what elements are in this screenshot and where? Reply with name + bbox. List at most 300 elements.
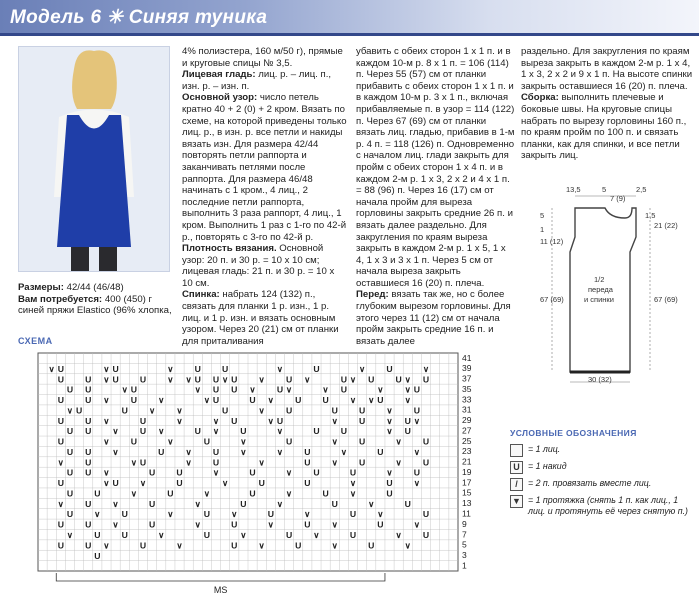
chart-yarnover-mark: U xyxy=(340,384,348,395)
chart-decrease-mark: ∨ xyxy=(349,395,357,406)
page-header xyxy=(0,0,699,36)
chart-repeat-label: MS xyxy=(213,585,228,595)
chart-decrease-mark: ∨ xyxy=(176,540,183,551)
chart-yarnover-mark: U xyxy=(194,426,201,437)
chart-yarnover-mark: U xyxy=(285,529,293,540)
chart-decrease-mark: ∨ xyxy=(240,436,247,447)
chart-row-label: 11 xyxy=(462,508,471,519)
chart-decrease-mark: ∨ xyxy=(313,529,320,540)
chart-yarnover-mark: U xyxy=(66,488,74,499)
chart-decrease-mark: ∨ xyxy=(48,363,55,374)
chart-yarnover-mark: U xyxy=(358,405,366,416)
col1-heading: Основной узор: xyxy=(182,92,260,104)
pattern-top-mid: 5 xyxy=(602,185,607,194)
chart-yarnover-mark: U xyxy=(258,478,265,489)
legend-text: = 2 п. провязать вместе лиц. xyxy=(528,478,652,488)
chart-yarnover-mark: U xyxy=(231,374,238,385)
chart-decrease-mark: ∨ xyxy=(331,415,338,426)
chart-decrease-mark: ∨ xyxy=(331,436,338,447)
chart-yarnover-mark: U xyxy=(66,426,74,437)
chart-yarnover-mark: U xyxy=(176,467,183,478)
chart-yarnover-mark: U xyxy=(222,363,229,374)
col1-heading: Спинка: xyxy=(182,289,223,301)
chart-decrease-mark: ∨ xyxy=(222,478,229,489)
legend-symbol-icon xyxy=(510,444,523,457)
chart-decrease-mark: ∨ xyxy=(176,405,183,416)
chart-decrease-mark: ∨ xyxy=(413,415,421,426)
chart-yarnover-mark: U xyxy=(349,529,357,540)
chart-decrease-mark: ∨ xyxy=(103,478,110,489)
tunic-illustration xyxy=(19,47,169,271)
chart-yarnover-mark: U xyxy=(85,395,92,406)
chart-decrease-mark: ∨ xyxy=(94,509,101,520)
col2-text: убавить с обеих сторон 1 х 1 п. и в каждом 10-м р. 8 х 1 п. = 106 (114) п. Через 55 (57) см от планки прибавить с обеих сторон 1 х 1 п. и в каждом 10-м р. 3 х 1 п., включая прибавляемые п. в узор = 114 (122) п. Через 67 (69) см от планки вязать лиц. гладью, прибавив в 1-м р. 4 п. = 118 (126) п. Одновременно с началом лиц. глади закрыть для пройм с обеих сторон 1 х 4 п. и в каждом 2-м р. 1 х 3, 2 х 2 и 4 х 1 п. = 88 (96) п. Через 16 (17) см от начала пройм для выреза горловины закрыть средние 26 п. и вязать далее раздельно. Для закругления по краям выреза закрыть в каждом 2-м р. 1 х 5, 1 х 4, 1 х 3 и 3 х 1 п. Через 5 см от начала выреза закрыть оставшиеся 16 (20) п. плеча. xyxy=(356,46,515,289)
chart-yarnover-mark: U xyxy=(413,384,421,395)
col1-text: лиц. р. – лиц. п., изн. р. – изн. п. xyxy=(182,69,332,92)
chart-yarnover-mark: U xyxy=(422,457,430,468)
chart-yarnover-mark: U xyxy=(94,529,101,540)
col1-paragraph xyxy=(182,69,347,92)
chart-yarnover-mark: U xyxy=(85,426,92,437)
legend-text: = 1 накид xyxy=(528,461,567,471)
chart-yarnover-mark: U xyxy=(304,519,311,530)
col3-paragraph xyxy=(521,46,696,92)
chart-decrease-mark: ∨ xyxy=(404,540,411,551)
chart-yarnover-mark: U xyxy=(231,384,238,395)
chart-decrease-mark: ∨ xyxy=(249,384,256,395)
chart-decrease-mark: ∨ xyxy=(158,426,165,437)
chart-yarnover-mark: U xyxy=(404,426,411,437)
chart-yarnover-mark: U xyxy=(85,498,92,509)
chart-decrease-mark: ∨ xyxy=(203,488,211,499)
chart-decrease-mark: ∨ xyxy=(103,395,110,406)
chart-yarnover-mark: U xyxy=(94,488,101,499)
chart-decrease-mark: ∨ xyxy=(240,529,247,540)
chart-decrease-mark: ∨ xyxy=(331,519,338,530)
chart-decrease-mark: ∨ xyxy=(240,446,247,457)
chart-decrease-mark: ∨ xyxy=(386,426,393,437)
chart-yarnover-mark: U xyxy=(304,478,311,489)
chart-decrease-mark: ∨ xyxy=(377,384,384,395)
chart-yarnover-mark: U xyxy=(295,540,302,551)
chart-decrease-mark: ∨ xyxy=(413,446,421,457)
chart-decrease-mark: ∨ xyxy=(285,384,293,395)
chart-yarnover-mark: U xyxy=(139,426,147,437)
chart-yarnover-mark: U xyxy=(57,395,64,406)
chart-yarnover-mark: U xyxy=(285,374,293,385)
chart-yarnover-mark: U xyxy=(404,498,411,509)
model-photo xyxy=(18,46,170,272)
col1-text: 4% полиэстера, 160 м/50 г), прямые и круговые спицы № 3,5. xyxy=(182,46,343,69)
chart-decrease-mark: ∨ xyxy=(185,446,192,457)
chart-yarnover-mark: U xyxy=(158,446,165,457)
chart-yarnover-mark: U xyxy=(203,509,211,520)
chart-row-label: 7 xyxy=(462,529,467,540)
chart-row-label: 33 xyxy=(462,394,472,405)
chart-yarnover-mark: U xyxy=(304,446,311,457)
col1-text: число петель кратно 40 + 2 (0) + 2 кром. Вязать по схеме, на которой приведены только лиц. р., в изн. р. все петли и накиды вязать изн. Для размера 42/44 повторять петли раппорта и заканчивать петлями после раппорта. Для размера 46/48 начинать с 1 кром., 4 лиц., 2 последние петли раппорта, выполнить 3 раза раппорт, 4 лиц., 1 кром. Выполнить 1 раз с 1-го по 42-й р., повторять с 3-го по 42-й р. xyxy=(182,92,347,243)
pattern-left-upper: 5 xyxy=(540,211,545,220)
chart-decrease-mark: ∨ xyxy=(422,363,430,374)
legend-item xyxy=(510,495,695,516)
chart-yarnover-mark: U xyxy=(240,498,247,509)
chart-decrease-mark: ∨ xyxy=(276,498,284,509)
chart-decrease-mark: ∨ xyxy=(130,488,138,499)
col1-paragraph xyxy=(182,243,347,289)
chart-decrease-mark: ∨ xyxy=(167,374,174,385)
chart-decrease-mark: ∨ xyxy=(222,374,229,385)
chart-yarnover-mark: U xyxy=(212,446,220,457)
pattern-right-upper: 21 (22) xyxy=(654,221,678,230)
chart-yarnover-mark: U xyxy=(194,363,201,374)
col1-paragraph xyxy=(182,289,347,347)
chart-yarnover-mark: U xyxy=(212,395,220,406)
chart-decrease-mark: ∨ xyxy=(267,395,274,406)
chart-row-label: 17 xyxy=(462,477,472,488)
chart-yarnover-mark: U xyxy=(212,374,220,385)
col1-paragraph xyxy=(182,92,347,243)
chart-yarnover-mark: U xyxy=(322,488,329,499)
chart-yarnover-mark: U xyxy=(75,405,83,416)
chart-yarnover-mark: U xyxy=(130,436,138,447)
chart-yarnover-mark: U xyxy=(249,467,256,478)
chart-row-label: 37 xyxy=(462,373,472,384)
pattern-left-body: 67 (69) xyxy=(540,295,564,304)
chart-yarnover-mark: U xyxy=(194,374,201,385)
materials-value: 400 (450) г синей пряжи Elastico (96% хлопка, xyxy=(18,293,172,317)
chart-decrease-mark: ∨ xyxy=(395,436,402,447)
chart-yarnover-mark: U xyxy=(422,529,430,540)
chart-decrease-mark: ∨ xyxy=(158,529,165,540)
chart-decrease-mark: ∨ xyxy=(185,457,192,468)
chart-decrease-mark: ∨ xyxy=(212,426,220,437)
chart-decrease-mark: ∨ xyxy=(203,395,211,406)
chart-yarnover-mark: U xyxy=(57,436,64,447)
chart-decrease-mark: ∨ xyxy=(112,498,119,509)
chart-decrease-mark: ∨ xyxy=(66,529,74,540)
chart-yarnover-mark: U xyxy=(57,478,64,489)
chart-yarnover-mark: U xyxy=(386,363,393,374)
col3-text: выполнить плечевые и боковые швы. На круговые спицы набрать по вырезу горловины 160 п., по краям пройм по 100 п. и связать планки, как для спинки, и все петли закрыть лиц. xyxy=(521,92,687,162)
col2-heading: Перед: xyxy=(356,289,392,301)
col2-paragraph xyxy=(356,289,516,347)
legend-symbol-icon: U xyxy=(510,461,523,474)
chart-yarnover-mark: U xyxy=(139,374,147,385)
chart-yarnover-mark: U xyxy=(203,436,211,447)
chart-decrease-mark: ∨ xyxy=(276,426,284,437)
pattern-center-3: и спинки xyxy=(584,295,614,304)
chart-decrease-mark: ∨ xyxy=(112,519,119,530)
chart-row-label: 35 xyxy=(462,383,472,394)
chart-decrease-mark: ∨ xyxy=(285,488,293,499)
sizes-value: 42/44 (46/48) xyxy=(66,282,124,293)
chart-yarnover-mark: U xyxy=(349,509,357,520)
chart-yarnover-mark: U xyxy=(313,426,320,437)
chart-yarnover-mark: U xyxy=(112,374,119,385)
chart-yarnover-mark: U xyxy=(112,363,119,374)
chart-yarnover-mark: U xyxy=(148,498,156,509)
chart-decrease-mark: ∨ xyxy=(395,529,402,540)
chart-yarnover-mark: U xyxy=(386,488,393,499)
chart-yarnover-mark: U xyxy=(331,498,338,509)
chart-decrease-mark: ∨ xyxy=(267,415,274,426)
col1-heading: Плотность вязания. xyxy=(182,243,280,255)
pattern-top-left: 13,5 xyxy=(566,185,581,194)
chart-yarnover-mark: U xyxy=(413,405,421,416)
chart-yarnover-mark: U xyxy=(112,478,119,489)
chart-decrease-mark: ∨ xyxy=(258,374,265,385)
chart-decrease-mark: ∨ xyxy=(194,384,201,395)
chart-decrease-mark: ∨ xyxy=(194,519,201,530)
chart-decrease-mark: ∨ xyxy=(349,374,357,385)
pattern-small-a: 1 xyxy=(540,225,545,234)
chart-decrease-mark: ∨ xyxy=(130,457,138,468)
chart-decrease-mark: ∨ xyxy=(103,415,110,426)
chart-yarnover-mark: U xyxy=(66,384,74,395)
chart-row-label: 21 xyxy=(462,456,472,467)
chart-decrease-mark: ∨ xyxy=(258,405,265,416)
chart-decrease-mark: ∨ xyxy=(377,509,384,520)
chart-row-label: 29 xyxy=(462,415,472,426)
chart-yarnover-mark: U xyxy=(368,374,375,385)
chart-decrease-mark: ∨ xyxy=(57,498,64,509)
chart-decrease-mark: ∨ xyxy=(358,363,366,374)
chart-yarnover-mark: U xyxy=(176,478,183,489)
pattern-bottom: 30 (32) xyxy=(588,375,612,384)
chart-decrease-mark: ∨ xyxy=(368,395,375,406)
chart-yarnover-mark: U xyxy=(249,395,256,406)
chart-decrease-mark: ∨ xyxy=(212,467,220,478)
chart-row-label: 1 xyxy=(462,560,467,571)
chart-yarnover-mark: U xyxy=(422,509,430,520)
chart-yarnover-mark: U xyxy=(121,405,128,416)
col3-heading: Сборка: xyxy=(521,92,562,104)
chart-yarnover-mark: U xyxy=(331,405,338,416)
text-column-2 xyxy=(356,46,516,347)
legend xyxy=(510,428,695,520)
pattern-left-mid: 11 (12) xyxy=(540,237,564,246)
chart-yarnover-mark: U xyxy=(276,384,284,395)
chart-row-label: 41 xyxy=(462,352,472,363)
chart-yarnover-mark: U xyxy=(377,519,384,530)
chart-decrease-mark: ∨ xyxy=(349,478,357,489)
chart-decrease-mark: ∨ xyxy=(103,467,110,478)
chart-row-label: 25 xyxy=(462,435,472,446)
chart-decrease-mark: ∨ xyxy=(304,509,311,520)
chart-yarnover-mark: U xyxy=(368,540,375,551)
chart-yarnover-mark: U xyxy=(304,457,311,468)
chart-decrease-mark: ∨ xyxy=(103,363,110,374)
chart-yarnover-mark: U xyxy=(85,374,92,385)
col1-paragraph xyxy=(182,46,347,69)
chart-yarnover-mark: U xyxy=(57,374,64,385)
chart-row-label: 9 xyxy=(462,518,467,529)
chart-yarnover-mark: U xyxy=(121,509,128,520)
chart-yarnover-mark: U xyxy=(139,457,147,468)
chart-decrease-mark: ∨ xyxy=(57,457,64,468)
col3-paragraph xyxy=(521,92,696,162)
chart-yarnover-mark: U xyxy=(212,384,220,395)
chart-yarnover-mark: U xyxy=(231,540,238,551)
chart-yarnover-mark: U xyxy=(57,415,64,426)
legend-symbol-icon: ▼ xyxy=(510,495,523,508)
chart-decrease-mark: ∨ xyxy=(386,405,393,416)
chart-row-label: 5 xyxy=(462,539,467,550)
col2-text: вязать так же, но с более глубоким вырезом горловины. Для этого через 11 (12) см от начала пройм закрыть средние 16 п. и вязать далее xyxy=(356,289,511,347)
legend-item xyxy=(510,478,695,491)
chart-yarnover-mark: U xyxy=(322,395,329,406)
chart-yarnover-mark: U xyxy=(66,467,74,478)
chart-yarnover-mark: U xyxy=(167,488,174,499)
chart-yarnover-mark: U xyxy=(139,540,147,551)
chart-yarnover-mark: U xyxy=(340,374,348,385)
chart-yarnover-mark: U xyxy=(57,519,64,530)
chart-decrease-mark: ∨ xyxy=(413,519,421,530)
chart-decrease-mark: ∨ xyxy=(112,446,119,457)
legend-item xyxy=(510,444,695,457)
chart-yarnover-mark: U xyxy=(85,519,92,530)
chart-yarnover-mark: U xyxy=(240,426,247,437)
chart-decrease-mark: ∨ xyxy=(231,509,238,520)
chart-row-label: 19 xyxy=(462,466,472,477)
garment-pattern xyxy=(540,182,695,387)
chart-yarnover-mark: U xyxy=(386,478,393,489)
header-stripe xyxy=(0,33,699,36)
chart-decrease-mark: ∨ xyxy=(258,540,265,551)
chart-yarnover-mark: U xyxy=(66,509,74,520)
materials-label: Вам потребуется: xyxy=(18,293,103,305)
chart-decrease-mark: ∨ xyxy=(331,457,338,468)
chart-yarnover-mark: U xyxy=(203,529,211,540)
chart-decrease-mark: ∨ xyxy=(331,540,338,551)
pattern-top-seg: 7 (9) xyxy=(610,194,626,203)
chart-yarnover-mark: U xyxy=(404,415,411,426)
chart-row-label: 39 xyxy=(462,363,472,374)
chart-decrease-mark: ∨ xyxy=(139,478,147,489)
chart-yarnover-mark: U xyxy=(267,509,274,520)
chart-decrease-mark: ∨ xyxy=(103,540,110,551)
pattern-right-body: 67 (69) xyxy=(654,295,678,304)
chart-yarnover-mark: U xyxy=(57,363,64,374)
legend-item xyxy=(510,461,695,474)
pattern-top-right: 2,5 xyxy=(636,185,647,194)
chart-repeat-bracket xyxy=(56,573,385,581)
col1-text: Основной узор: 20 п. и 30 р. = 10 х 10 см; лицевая гладь: 21 п. и 30 р. = 10 х 10 см. xyxy=(182,243,335,289)
chart-decrease-mark: ∨ xyxy=(167,363,174,374)
chart-decrease-mark: ∨ xyxy=(194,498,201,509)
chart-yarnover-mark: U xyxy=(249,488,256,499)
chart-decrease-mark: ∨ xyxy=(103,436,110,447)
chart-decrease-mark: ∨ xyxy=(167,509,174,520)
chart-row-label: 15 xyxy=(462,487,472,498)
chart-decrease-mark: ∨ xyxy=(276,446,284,457)
chart-yarnover-mark: U xyxy=(395,374,402,385)
chart-yarnover-mark: U xyxy=(349,467,357,478)
chart-yarnover-mark: U xyxy=(276,415,284,426)
chart-yarnover-mark: U xyxy=(66,446,74,457)
text-column-1 xyxy=(182,46,347,347)
chart-decrease-mark: ∨ xyxy=(386,467,393,478)
pattern-small-b: 1,5 xyxy=(645,211,656,220)
chart-decrease-mark: ∨ xyxy=(66,405,74,416)
chart-yarnover-mark: U xyxy=(130,384,138,395)
pattern-center-1: 1/2 xyxy=(594,275,605,284)
legend-symbol-icon: / xyxy=(510,478,523,491)
chart-yarnover-mark: U xyxy=(148,467,156,478)
chart-yarnover-mark: U xyxy=(285,436,293,447)
col1-text: набрать 124 (132) п., связать для планки 1 р. изн., 1 р. лиц. и 1 р. изн. и вязать основным узором. Через 20 (21) см от планки для приталивания xyxy=(182,289,339,347)
chart-yarnover-mark: U xyxy=(85,540,92,551)
chart-row-label: 23 xyxy=(462,446,472,457)
chart-decrease-mark: ∨ xyxy=(404,384,411,395)
chart-yarnover-mark: U xyxy=(295,395,302,406)
knitting-chart xyxy=(30,345,500,600)
chart-yarnover-mark: U xyxy=(377,395,384,406)
chart-decrease-mark: ∨ xyxy=(404,374,411,385)
chart-yarnover-mark: U xyxy=(94,550,101,561)
chart-row-label: 27 xyxy=(462,425,472,436)
chart-decrease-mark: ∨ xyxy=(304,374,311,385)
col1-heading: Лицевая гладь: xyxy=(182,69,259,81)
chart-yarnover-mark: U xyxy=(358,457,366,468)
chart-decrease-mark: ∨ xyxy=(158,395,165,406)
chart-row-label: 3 xyxy=(462,550,467,561)
chart-decrease-mark: ∨ xyxy=(368,498,375,509)
chart-yarnover-mark: U xyxy=(212,457,220,468)
chart-yarnover-mark: U xyxy=(85,467,92,478)
chart-yarnover-mark: U xyxy=(231,519,238,530)
chart-yarnover-mark: U xyxy=(139,415,147,426)
chart-yarnover-mark: U xyxy=(148,519,156,530)
chart-yarnover-mark: U xyxy=(340,426,348,437)
scheme-title: СХЕМА xyxy=(18,336,53,346)
chart-decrease-mark: ∨ xyxy=(276,363,284,374)
chart-yarnover-mark: U xyxy=(121,529,128,540)
chart-decrease-mark: ∨ xyxy=(322,384,329,395)
legend-text: = 1 лиц. xyxy=(528,444,561,454)
chart-yarnover-mark: U xyxy=(422,436,430,447)
chart-decrease-mark: ∨ xyxy=(285,467,293,478)
chart-yarnover-mark: U xyxy=(285,405,293,416)
chart-yarnover-mark: U xyxy=(413,467,421,478)
chart-decrease-mark: ∨ xyxy=(349,488,357,499)
chart-decrease-mark: ∨ xyxy=(395,457,402,468)
chart-yarnover-mark: U xyxy=(85,457,92,468)
chart-decrease-mark: ∨ xyxy=(176,415,183,426)
chart-decrease-mark: ∨ xyxy=(121,384,128,395)
chart-decrease-mark: ∨ xyxy=(258,457,265,468)
chart-decrease-mark: ∨ xyxy=(386,415,393,426)
chart-decrease-mark: ∨ xyxy=(148,405,156,416)
chart-yarnover-mark: U xyxy=(231,415,238,426)
chart-decrease-mark: ∨ xyxy=(267,519,274,530)
col3-text: раздельно. Для закругления по краям выреза закрыть в каждом 2-м р. 1 х 4, 1 х 3, 2 х 2 и 9 х 1 п. На высоте спинки закрыть оставшиеся 16 (20) п. плеча. xyxy=(521,46,693,92)
chart-decrease-mark: ∨ xyxy=(413,478,421,489)
chart-yarnover-mark: U xyxy=(358,436,366,447)
chart-decrease-mark: ∨ xyxy=(185,374,192,385)
chart-yarnover-mark: U xyxy=(313,363,320,374)
chart-yarnover-mark: U xyxy=(57,540,64,551)
chart-yarnover-mark: U xyxy=(85,384,92,395)
chart-row-label: 13 xyxy=(462,498,472,509)
sizes-label: Размеры: xyxy=(18,282,64,293)
col2-paragraph xyxy=(356,46,516,289)
sizes-block xyxy=(18,282,178,317)
chart-svg xyxy=(30,345,500,600)
text-column-3 xyxy=(521,46,696,162)
chart-yarnover-mark: U xyxy=(85,415,92,426)
chart-yarnover-mark: U xyxy=(222,405,229,416)
